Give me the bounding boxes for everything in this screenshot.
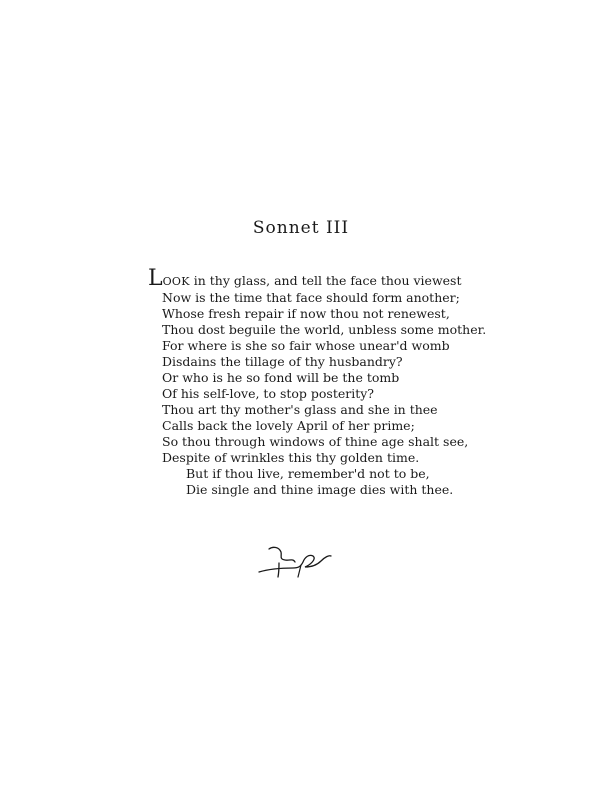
first-word-caps: OOK bbox=[162, 275, 190, 288]
poem-line-7: Or who is he so fond will be the tomb bbox=[162, 370, 400, 385]
poem-line-1 bbox=[148, 266, 468, 291]
poem-line-8: Of his self-love, to stop posterity? bbox=[162, 386, 375, 401]
signature-flourish bbox=[255, 543, 333, 581]
drop-cap: L bbox=[148, 266, 163, 291]
poem-line-12: Despite of wrinkles this thy golden time. bbox=[162, 450, 420, 465]
poem-line-11: So thou through windows of thine age shalt see, bbox=[162, 434, 469, 449]
first-line-text: in thy glass, and tell the face thou viewest bbox=[189, 273, 462, 288]
poem-line-5: For where is she so fair whose unear'd womb bbox=[162, 338, 450, 353]
poem-couplet-line-2: Die single and thine image dies with thee. bbox=[186, 482, 454, 497]
poem-body bbox=[148, 266, 487, 498]
poem-line-4: Thou dost beguile the world, unbless some mother. bbox=[162, 322, 487, 337]
poem-couplet-line-1: But if thou live, remember'd not to be, bbox=[186, 466, 430, 481]
poem-line-2: Now is the time that face should form another; bbox=[162, 290, 460, 305]
poem-line-9: Thou art thy mother's glass and she in thee bbox=[162, 402, 438, 417]
sonnet-title: Sonnet III bbox=[252, 218, 350, 238]
poem-line-6: Disdains the tillage of thy husbandry? bbox=[162, 354, 403, 369]
poem-line-10: Calls back the lovely April of her prime; bbox=[162, 418, 415, 433]
poem-line-3: Whose fresh repair if now thou not renewest, bbox=[162, 306, 450, 321]
